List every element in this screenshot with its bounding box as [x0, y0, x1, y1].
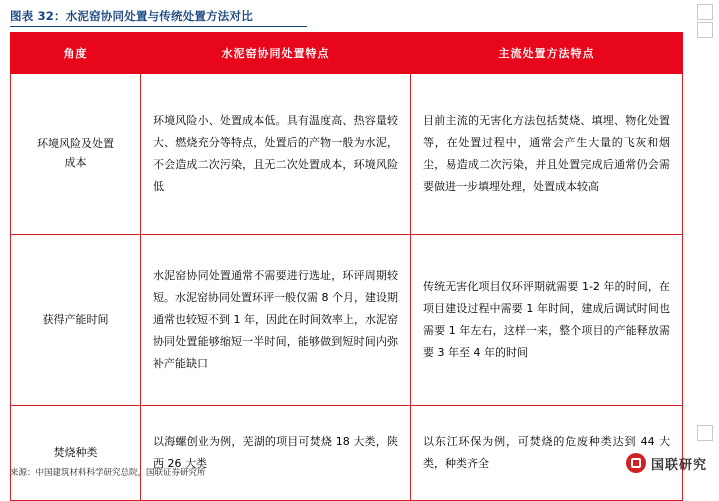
source-note: 来源：中国建筑材料科学研究总院，国联证券研究所 [10, 468, 206, 478]
table-row [11, 235, 683, 406]
watermark [626, 453, 707, 473]
cell-mainstream-capacity-time: 传统无害化项目仅环评期就需要 1-2 年的时间，在项目建设过程中需要 1 年时间，建成后调试时间也需要 1 年左右，这样一来，整个项目的产能释放需要 3 年至 4 年的时间 [411, 235, 683, 406]
watermark-label: 国联研究 [650, 457, 707, 473]
cell-cement-kiln-environment: 环境风险小、处置成本低。具有温度高、热容量较大、燃烧充分等特点，处置后的产物一般为水泥，不会造成二次污染，且无二次处置成本，环境风险低 [141, 74, 411, 235]
brand-logo-icon [626, 453, 646, 473]
table-row [11, 406, 683, 501]
table-header-cement-kiln: 水泥窑协同处置特点 [141, 33, 411, 74]
cell-cement-kiln-incineration-types: 以海螺创业为例，芜湖的项目可焚烧 18 大类，陕西 26 大类 [141, 406, 411, 501]
cell-mainstream-incineration-types: 以东江环保为例，可焚烧的危废种类达到 44 大类，种类齐全 [411, 406, 683, 501]
comparison-table-wrapper [10, 32, 682, 501]
table-row [11, 74, 683, 235]
title-underline [10, 26, 307, 27]
decorative-marker-top [697, 4, 713, 20]
page-title: 图表 32：水泥窑协同处置与传统处置方法对比 [10, 9, 253, 23]
cell-cement-kiln-capacity-time: 水泥窑协同处置通常不需要进行选址，环评周期较短。水泥窑协同处置环评一般仅需 8 个月，建设期通常也较短不到 1 年，因此在时间效率上，水泥窑协同处置能够缩短一半时间，能够做到短时间内弥补产能缺口 [141, 235, 411, 406]
cell-mainstream-environment: 目前主流的无害化方法包括焚烧、填埋、物化处置等，在处置过程中，通常会产生大量的飞灰和烟尘，易造成二次污染，并且处置完成后通常仍会需要做进一步填埋处理，处置成本较高 [411, 74, 683, 235]
table-header-row [11, 33, 683, 74]
table-header-mainstream: 主流处置方法特点 [411, 33, 683, 74]
row-label-environment-risk-cost: 环境风险及处置 成本 [11, 74, 141, 235]
comparison-table [10, 32, 683, 501]
decorative-marker-top-second [697, 22, 713, 38]
row-label-capacity-time: 获得产能时间 [11, 235, 141, 406]
row-label-incineration-types: 焚烧种类 [11, 406, 141, 501]
table-header-angle: 角度 [11, 33, 141, 74]
decorative-marker-bottom [697, 425, 713, 441]
